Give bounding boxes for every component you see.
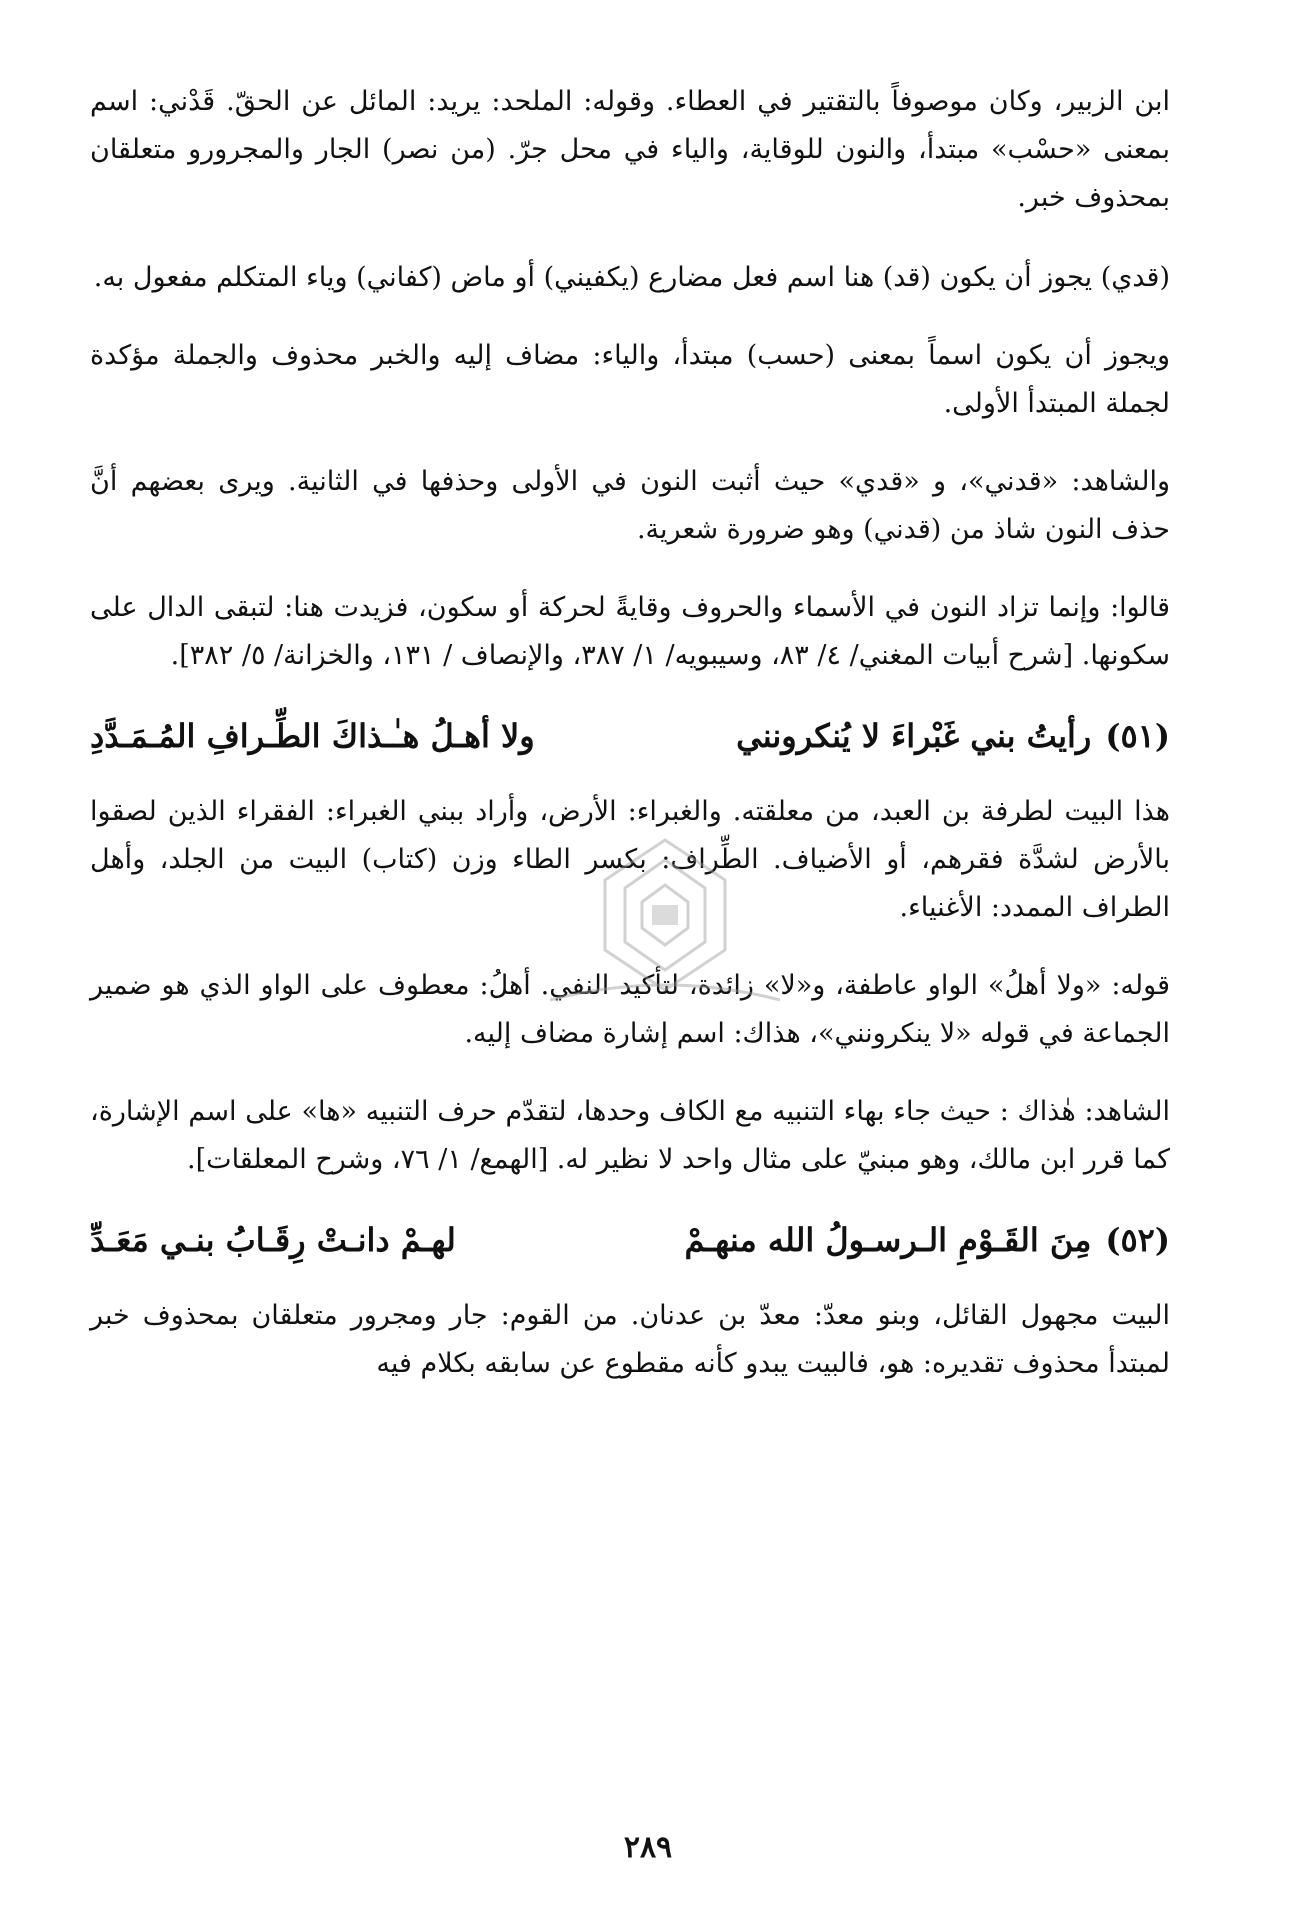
book-page xyxy=(90,78,1170,1418)
page-number: ٢٨٩ xyxy=(623,1830,673,1865)
verse-number: (٥٢) xyxy=(1105,1221,1170,1259)
verse-second-hemistich: لهـمْ دانـتْ رِقَـابُ بنـي مَعَـدِّ xyxy=(89,1221,456,1259)
paragraph: هذا البيت لطرفة بن العبد، من معلقته. والغبراء: الأرض، وأراد ببني الغبراء: الفقراء الذين لصقوا بالأرض لشدَّة فقرهم، أو الأضياف. الطِّراف: بكسر الطاء وزن (كتاب) البيت من الجلد، وأهل الطراف الممدد: الأغنياء. xyxy=(90,796,1170,923)
paragraph: (قدي) يجوز أن يكون (قد) هنا اسم فعل مضارع (يكفيني) أو ماض (كفاني) وياء المتكلم مفعول به. xyxy=(93,262,1170,293)
verse-first-hemistich: مِنَ القَـوْمِ الـرسـولُ الله منهـمْ xyxy=(684,1221,1092,1259)
paragraph: والشاهد: «قدني»، و «قدي» حيث أثبت النون في الأولى وحذفها في الثانية. ويرى بعضهم أنَّ حذف النون شاذ من (قدني) وهو ضرورة شعرية. xyxy=(90,466,1170,545)
paragraph: البيت مجهول القائل، وبنو معدّ: معدّ بن عدنان. من القوم: جار ومجرور متعلقان بمحذوف خبر لمبتدأ محذوف تقديره: هو، فالبيت يبدو كأنه مقطوع عن سابقه بكلام فيه xyxy=(90,1300,1170,1379)
verse-52 xyxy=(90,1214,1170,1266)
paragraph: قوله: «ولا أهلُ» الواو عاطفة، و«لا» زائدة، لتأكيد النفي. أهلُ: معطوف على الواو الذي هو ضمير الجماعة في قوله «لا ينكرونني»، هذاك: اسم إشارة مضاف إليه. xyxy=(90,970,1170,1049)
verse-51 xyxy=(90,710,1170,762)
paragraph: ويجوز أن يكون اسماً بمعنى (حسب) مبتدأ، والياء: مضاف إليه والخبر محذوف والجملة مؤكدة لجملة المبتدأ الأولى. xyxy=(90,340,1170,419)
paragraph: الشاهد: هٰذاك : حيث جاء بهاء التنبيه مع الكاف وحدها، لتقدّم حرف التنبيه «ها» على اسم الإشارة، كما قرر ابن مالك، وهو مبنيّ على مثال واحد لا نظير له. [الهمع/ ١/ ٧٦، وشرح المعلقات]. xyxy=(90,1096,1170,1175)
paragraph: ابن الزبير، وكان موصوفاً بالتقتير في العطاء. وقوله: الملحد: يريد: المائل عن الحقّ. قَدْني: اسم بمعنى «حسْب» مبتدأ، والنون للوقاية، والياء في محل جرّ. (من نصر) الجار والمجرورو متعلقان بمحذوف خبر. xyxy=(90,86,1170,213)
paragraph: قالوا: وإنما تزاد النون في الأسماء والحروف وقايةً لحركة أو سكون، فزيدت هنا: لتبقى الدال على سكونها. [شرح أبيات المغني/ ٤/ ٨٣، وسيبويه/ ١/ ٣٨٧، والإنصاف / ١٣١، والخزانة/ ٥/ ٣٨٢]. xyxy=(90,592,1170,671)
verse-first-hemistich: رأيتُ بني غَبْراءَ لا يُنكرونني xyxy=(736,717,1092,755)
verse-number: (٥١) xyxy=(1105,717,1170,755)
verse-second-hemistich: ولا أهـلُ هـٰـذاكَ الطِّـرافِ المُـمَـدَّدِ xyxy=(90,717,535,755)
